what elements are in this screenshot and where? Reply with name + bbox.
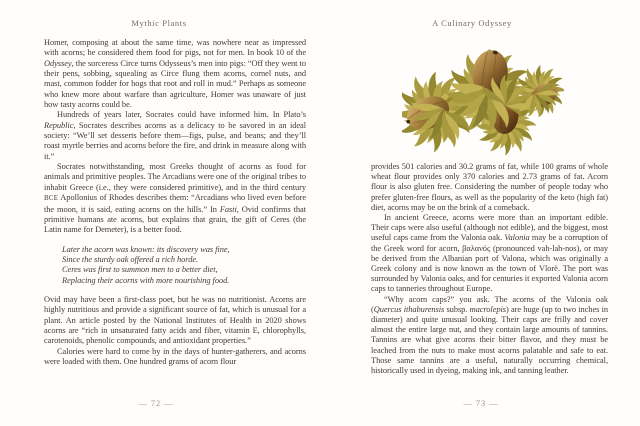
text-run: provides 501 calories and 30.2 grams of fat, while 100 grams of whole wheat flour provides only 370 calories and 2.73 grams of fat. Acorn flour is also gluten free. Considering the number of people today who prefer gluten-free flours, as well as the popularity of the keto (high fat) diet, acorns may be on the brink of a comeback. xyxy=(371,162,608,212)
ovid-verse-quote xyxy=(44,245,306,286)
text-run: , Ovid confirms that primitive humans ate acorns, but explains that grain, the gift of Ceres (the Latin name for Demeter), is a better food. xyxy=(44,204,306,235)
text-run: In ancient Greece, acorns were more than an important edible. Their caps were also useful (although not edible), and the biggest, most useful caps came from the Valonia oak. xyxy=(371,213,608,243)
verse-line: Replacing their acorns with more nourishing food. xyxy=(62,275,230,285)
text-run: , the sorceress Circe turns Odysseus’s men into pigs: “Off they went to their pens, sobbing, squealing as Circe flung them acorns, cornel nuts, and mast, common fodder for hogs that root and roll in mud.” Perhaps as someone who knew more about warfare than agriculture, Homer was unaware of just how tasty acorns could be. xyxy=(44,58,306,110)
text-run: Quercus ithaburensis xyxy=(373,304,445,314)
page-number-right: — 73 — xyxy=(463,399,499,408)
text-run: Ovid may have been a first-class poet, but he was no nutritionist. Acorns are highly nutritious and provide a significant source of fat, which is unusual for a plant. An article posted by the National Institutes of Health in 2020 shows acorns are “rich in unsaturated fatty acids and fiber, vitamin E, chlorophylls, carotenoids, phenolic compounds, and antioxidant properties.” xyxy=(44,294,306,346)
verse-line: Ceres was first to summon men to a better diet, xyxy=(62,265,218,275)
text-run: ) are huge (up to two inches in diameter) and quite unusual looking. Their caps are frilly and cover almost the entire large nut, and they contain large amounts of tannins. Tannins are what give acorns their bitter flavor, and they must be leached from the nuts to make most acorns palatable and safe to eat. Those same tannins are a useful, naturally occurring chemical, historically used in dyeing, making ink, and tanning leather. xyxy=(371,304,608,376)
paragraph-acorn-caps xyxy=(371,295,608,377)
paragraph-socrates xyxy=(44,110,306,162)
text-run: Apollonius of Rhodes describes them: “Arcadians who lived even before the moon, it is said, eating acorns on the hills.” In xyxy=(44,193,306,214)
paragraph-nutrition xyxy=(44,295,306,347)
text-run: Homer, composing at about the same time, was nowhere near as impressed with acorns; he considered them food for pigs, not for men. In book 10 of the xyxy=(44,38,306,58)
text-run: Republic xyxy=(44,120,74,130)
running-head-left: Mythic Plants xyxy=(131,18,187,28)
text-run: Calories were hard to come by in the days of hunter-gatherers, and acorns were loaded with them. One hundred grams of acorn flour xyxy=(44,346,306,366)
verse-line: Since the sturdy oak offered a rich horde. xyxy=(62,254,199,264)
paragraph-valonia xyxy=(371,213,608,295)
verse-line: Later the acorn was known: its discovery was fine, xyxy=(62,244,230,254)
paragraph-homer xyxy=(44,38,306,110)
text-run: Hundreds of years later, Socrates could have informed him. In Plato’s xyxy=(57,110,306,120)
valonia-acorns-illustration xyxy=(402,42,564,158)
running-head-right: A Culinary Odyssey xyxy=(432,18,512,28)
text-run: Odyssey xyxy=(44,58,72,68)
paragraph-acorn-flour xyxy=(371,162,608,213)
text-run: “Why acorn caps?” you ask. The acorns of the Valonia oak ( xyxy=(371,294,608,314)
page-number-left: — 72 — xyxy=(138,399,174,408)
text-run: , Socrates describes acorns as a delicacy to be savored in an ideal society: “We’ll set desserts before them—figs, pulse, and beans; and they’ll roast myrtle berries and acorns before the fire, and drink in measure along with it.” xyxy=(44,120,306,161)
text-run: may be a corruption of the Greek word for acorn, βαλανός (pronounced vah-lah-nos), or may be derived from the Albanian port of Valona, which was originally a Greek colony and is now known as the town of Vlorë. The port was surrounded by Valonia oaks, and for centuries it exported Valonia acorn caps to tanneries throughout Europe. xyxy=(371,233,608,294)
text-run: Valonia xyxy=(504,233,530,243)
paragraph-arcadians xyxy=(44,162,306,235)
right-page-text xyxy=(371,162,608,376)
text-run: macrolepis xyxy=(469,304,506,314)
text-run: BCE xyxy=(44,195,59,203)
text-run: subsp. xyxy=(444,304,470,314)
paragraph-calories xyxy=(44,347,306,368)
left-page-text xyxy=(44,38,306,367)
text-run: Socrates notwithstanding, most Greeks thought of acorns as food for animals and primitive peoples. The Arcadians were one of the original tribes to inhabit Greece (i.e., they were considered primitive), and in the third century xyxy=(44,162,306,192)
text-run: Fasti xyxy=(219,204,237,214)
